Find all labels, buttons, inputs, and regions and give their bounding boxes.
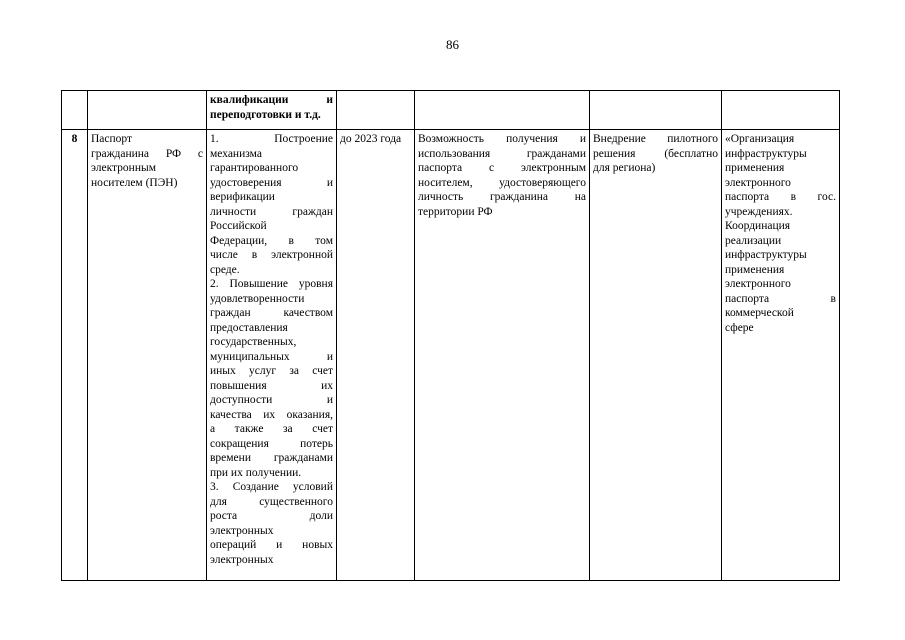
text-line: решения (бесплатно xyxy=(593,147,718,160)
cell-num xyxy=(62,91,88,130)
text-line: Возможность получения и xyxy=(418,133,586,145)
text-line: электронного xyxy=(725,176,791,189)
text-line: 3. Создание условий xyxy=(210,481,333,493)
text-line: инфраструктуры xyxy=(725,147,807,160)
text-line: удовлетворенности xyxy=(210,292,305,305)
text-line: Внедрение пилотного xyxy=(593,133,718,145)
text-line: «Организация xyxy=(725,133,795,145)
effect-text xyxy=(418,132,586,219)
project-name xyxy=(91,132,203,190)
text-line: реализации xyxy=(725,234,782,247)
text-line: доступности и xyxy=(210,394,333,406)
text-line: а также за счет xyxy=(210,423,333,435)
text-line: электронных xyxy=(210,524,274,537)
cell-goals xyxy=(207,130,337,581)
text-line: повышения их xyxy=(210,379,333,392)
text-line: носителем (ПЭН) xyxy=(91,176,178,189)
cell-stage xyxy=(590,130,722,581)
text-line: паспорта в гос. xyxy=(725,191,836,203)
cell-name xyxy=(88,130,207,581)
text-line: 1. Построение xyxy=(210,133,333,145)
text-line: инфраструктуры xyxy=(725,249,807,261)
text-line: роста доли xyxy=(210,510,333,522)
term-text: до 2023 года xyxy=(340,133,402,145)
text-line: сфере xyxy=(725,321,754,334)
document-table xyxy=(61,90,840,581)
text-line: учреждениях. xyxy=(725,205,793,218)
text-line: качества их оказания, xyxy=(210,408,333,421)
row-number: 8 xyxy=(62,130,88,581)
text-line: электронных xyxy=(210,553,274,566)
cell-actions xyxy=(722,91,840,130)
text-line: государственных, xyxy=(210,336,297,348)
goals-text xyxy=(210,93,333,122)
text-line: при их получении. xyxy=(210,466,302,479)
text-line: Паспорт xyxy=(91,133,133,145)
cell-effect xyxy=(415,130,590,581)
text-line: личности граждан xyxy=(210,205,333,218)
text-line: граждан качеством xyxy=(210,307,333,319)
cell-stage xyxy=(590,91,722,130)
text-line: Российской xyxy=(210,220,267,232)
text-line: применения xyxy=(725,162,785,174)
actions-text xyxy=(725,132,836,335)
text-line: сокращения потерь xyxy=(210,437,333,450)
text-line: иных услуг за счет xyxy=(210,365,333,377)
text-line: муниципальных и xyxy=(210,350,333,363)
text-line: носителем, удостоверяющего xyxy=(418,176,586,189)
text-line: для региона) xyxy=(593,162,656,174)
text-line: механизма xyxy=(210,147,262,160)
text-line: электронного xyxy=(725,278,791,290)
stage-text xyxy=(593,132,718,176)
text-line: коммерческой xyxy=(725,307,794,319)
text-line: применения xyxy=(725,263,785,276)
text-line: предоставления xyxy=(210,321,288,334)
text-line: переподготовки и т.д. xyxy=(210,108,321,121)
text-line: квалификации и xyxy=(210,94,333,106)
text-line: Координация xyxy=(725,220,791,232)
text-line: времени гражданами xyxy=(210,452,333,464)
text-line: паспорта с электронным xyxy=(418,162,586,174)
text-line: верификации xyxy=(210,191,275,203)
cell-term xyxy=(337,91,415,130)
text-line: операций и новых xyxy=(210,539,333,551)
goals-text xyxy=(210,132,333,567)
text-line: гражданина РФ с xyxy=(91,147,203,160)
text-line: Федерации, в том xyxy=(210,234,333,247)
table-row-8 xyxy=(62,130,840,581)
text-line: личность гражданина на xyxy=(418,191,586,203)
text-line: 2. Повышение уровня xyxy=(210,278,333,290)
cell-term xyxy=(337,130,415,581)
cell-effect xyxy=(415,91,590,130)
continuation-row xyxy=(62,91,840,130)
text-line: использования гражданами xyxy=(418,147,586,160)
text-line: среде. xyxy=(210,263,240,276)
page-number: 86 xyxy=(446,37,459,52)
text-line: числе в электронной xyxy=(210,249,333,261)
text-line: паспорта в xyxy=(725,292,836,305)
text-line: удостоверения и xyxy=(210,176,333,189)
cell-name xyxy=(88,91,207,130)
cell-goals xyxy=(207,91,337,130)
text-line: гарантированного xyxy=(210,162,299,174)
text-line: для существенного xyxy=(210,495,333,508)
text-line: электронным xyxy=(91,162,156,174)
text-line: территории РФ xyxy=(418,205,493,218)
cell-actions xyxy=(722,130,840,581)
